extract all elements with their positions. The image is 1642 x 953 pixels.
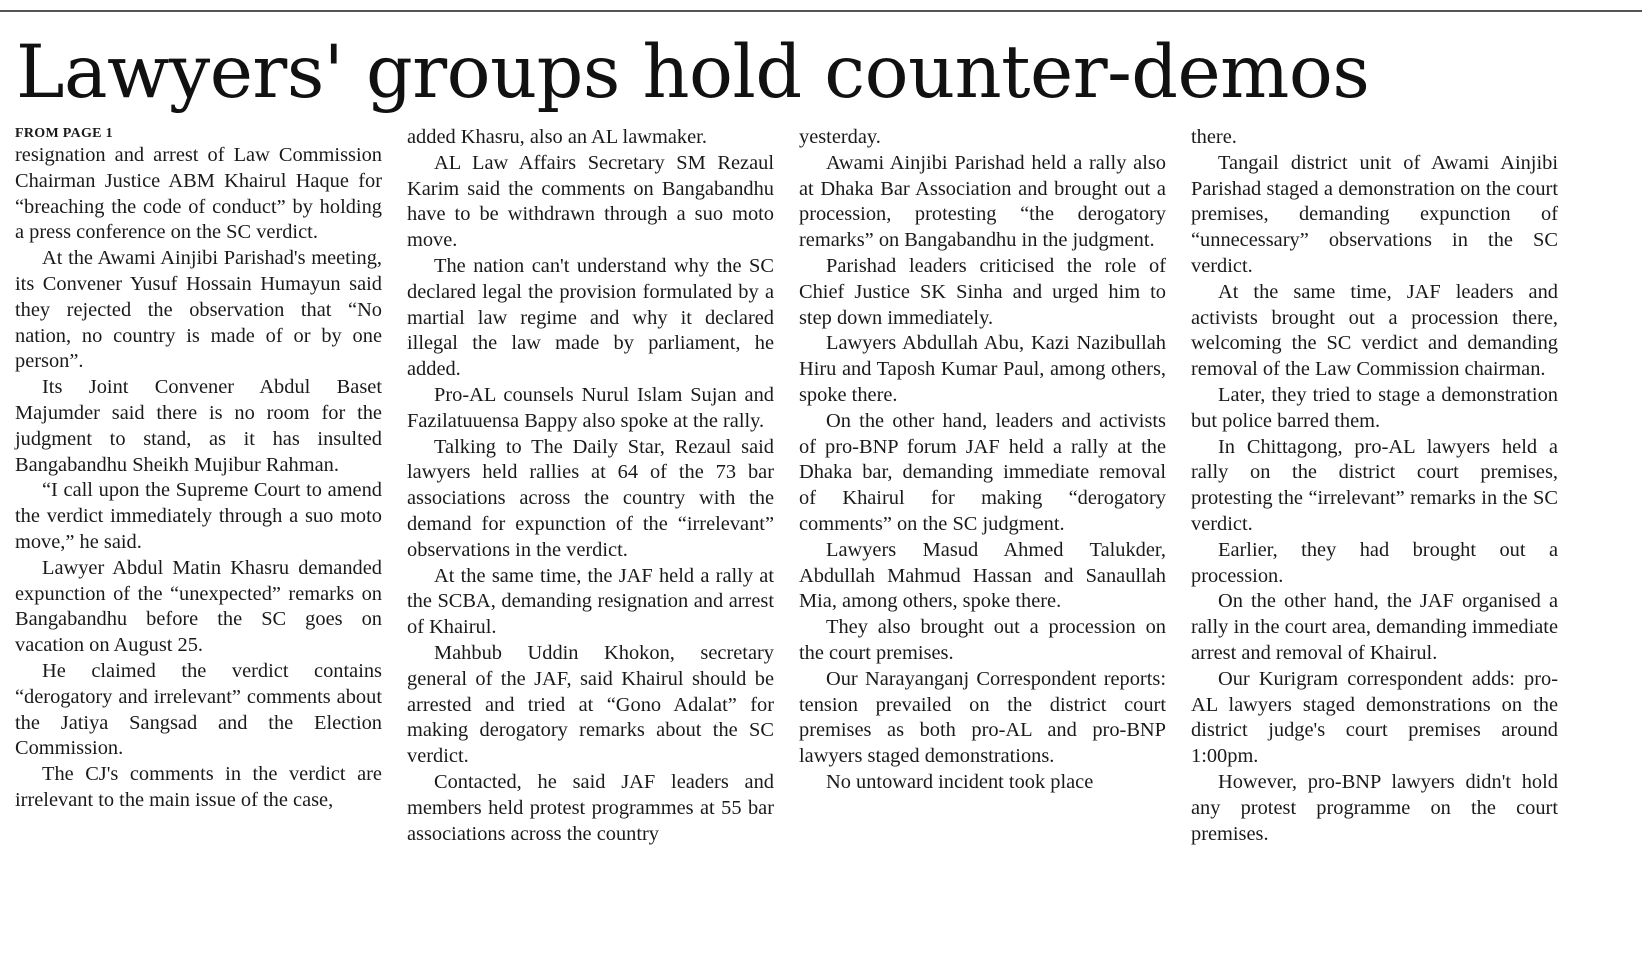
- article-paragraph: Lawyers Abdullah Abu, Kazi Nazibullah Hiru and Taposh Kumar Paul, among others, spoke there.: [799, 332, 1166, 406]
- article-paragraph: AL Law Affairs Secretary SM Rezaul Karim said the comments on Bangabandhu have to be withdrawn through a suo moto move.: [407, 151, 774, 252]
- article-paragraph: Our Narayanganj Correspondent reports: tension prevailed on the district court premises as both pro-AL and pro-BNP lawyers staged demonstrations.: [799, 667, 1166, 768]
- article-column-4: [1191, 125, 1558, 847]
- article-paragraph: On the other hand, leaders and activists of pro-BNP forum JAF held a rally at the Dhaka bar, demanding immediate removal of Khairul for making “derogatory comments” on the SC judgment.: [799, 409, 1166, 535]
- article-paragraph: there.: [1191, 126, 1237, 148]
- article-body: [15, 125, 1637, 945]
- article-paragraph: Parishad leaders criticised the role of Chief Justice SK Sinha and urged him to step down immediately.: [799, 254, 1166, 329]
- article-paragraph: added Khasru, also an AL lawmaker.: [407, 126, 707, 148]
- article-paragraph: No untoward incident took place: [826, 770, 1094, 793]
- article-paragraph: Later, they tried to stage a demonstration but police barred them.: [1191, 383, 1558, 432]
- article-paragraph: Pro-AL counsels Nurul Islam Sujan and Fazilatuuensa Bappy also spoke at the rally.: [407, 383, 774, 432]
- article-paragraph: He claimed the verdict contains “derogatory and irrelevant” comments about the Jatiya Sangsad and the Election Commission.: [15, 659, 382, 760]
- article-paragraph: In Chittagong, pro-AL lawyers held a rally on the district court premises, protesting the “irrelevant” remarks in the SC verdict.: [1191, 435, 1558, 535]
- article-paragraph: yesterday.: [799, 126, 881, 148]
- article-paragraph: “I call upon the Supreme Court to amend the verdict immediately through a suo moto move,” he said.: [15, 479, 382, 553]
- article-paragraph: Mahbub Uddin Khokon, secretary general of the JAF, said Khairul should be arrested and tried at “Gono Adalat” for making derogatory remarks about the SC verdict.: [407, 641, 774, 768]
- article-paragraph: The CJ's comments in the verdict are irrelevant to the main issue of the case,: [15, 763, 382, 811]
- article-paragraph: Awami Ainjibi Parishad held a rally also at Dhaka Bar Association and brought out a procession, protesting “the derogatory remarks” on Bangabandhu in the judgment.: [799, 151, 1166, 252]
- article-column-2: [407, 125, 774, 847]
- article-column-1: [15, 125, 382, 814]
- article-paragraph: Tangail district unit of Awami Ainjibi Parishad staged a demonstration on the court premises, demanding expunction of “unnecessary” observations in the SC verdict.: [1191, 151, 1558, 277]
- article-paragraph: Its Joint Convener Abdul Baset Majumder said there is no room for the judgment to stand, as it has insulted Bangabandhu Sheikh Mujibur Rahman.: [15, 376, 382, 476]
- article-paragraph: On the other hand, the JAF organised a rally in the court area, demanding immediate arrest and removal of Khairul.: [1191, 590, 1558, 664]
- article-paragraph: Our Kurigram correspondent adds: pro-AL lawyers staged demonstrations on the district judge's court premises around 1:00pm.: [1191, 667, 1558, 768]
- article-paragraph: The nation can't understand why the SC declared legal the provision formulated by a martial law regime and why it declared illegal the law made by parliament, he added.: [407, 254, 774, 381]
- top-rule: [0, 10, 1642, 12]
- article-column-3: [799, 125, 1166, 796]
- from-page-kicker: FROM PAGE 1: [15, 126, 113, 141]
- article-paragraph: At the same time, the JAF held a rally at the SCBA, demanding resignation and arrest of Khairul.: [407, 564, 774, 639]
- article-paragraph: However, pro-BNP lawyers didn't hold any protest programme on the court premises.: [1191, 770, 1558, 845]
- article-paragraph: Earlier, they had brought out a procession.: [1191, 538, 1558, 587]
- article-paragraph: At the same time, JAF leaders and activists brought out a procession there, welcoming the SC verdict and demanding removal of the Law Commission chairman.: [1191, 280, 1558, 381]
- headline: Lawyers' groups hold counter-demos: [16, 30, 1370, 115]
- article-paragraph: resignation and arrest of Law Commission Chairman Justice ABM Khairul Haque for “breaching the code of conduct” by holding a press conference on the SC verdict.: [15, 144, 382, 244]
- article-paragraph: Contacted, he said JAF leaders and members held protest programmes at 55 bar associations across the country: [407, 770, 774, 845]
- article-paragraph: They also brought out a procession on the court premises.: [799, 616, 1166, 664]
- article-paragraph: Lawyer Abdul Matin Khasru demanded expunction of the “unexpected” remarks on Bangabandhu before the SC goes on vacation on August 25.: [15, 556, 382, 657]
- article-paragraph: Talking to The Daily Star, Rezaul said lawyers held rallies at 64 of the 73 bar associations across the country with the demand for expunction of the “irrelevant” observations in the verdict.: [407, 435, 774, 561]
- article-paragraph: At the Awami Ainjibi Parishad's meeting, its Convener Yusuf Hossain Humayun said they rejected the observation that “No nation, no country is made of or by one person”.: [15, 247, 382, 373]
- article-paragraph: Lawyers Masud Ahmed Talukder, Abdullah Mahmud Hassan and Sanaullah Mia, among others, spoke there.: [799, 538, 1166, 613]
